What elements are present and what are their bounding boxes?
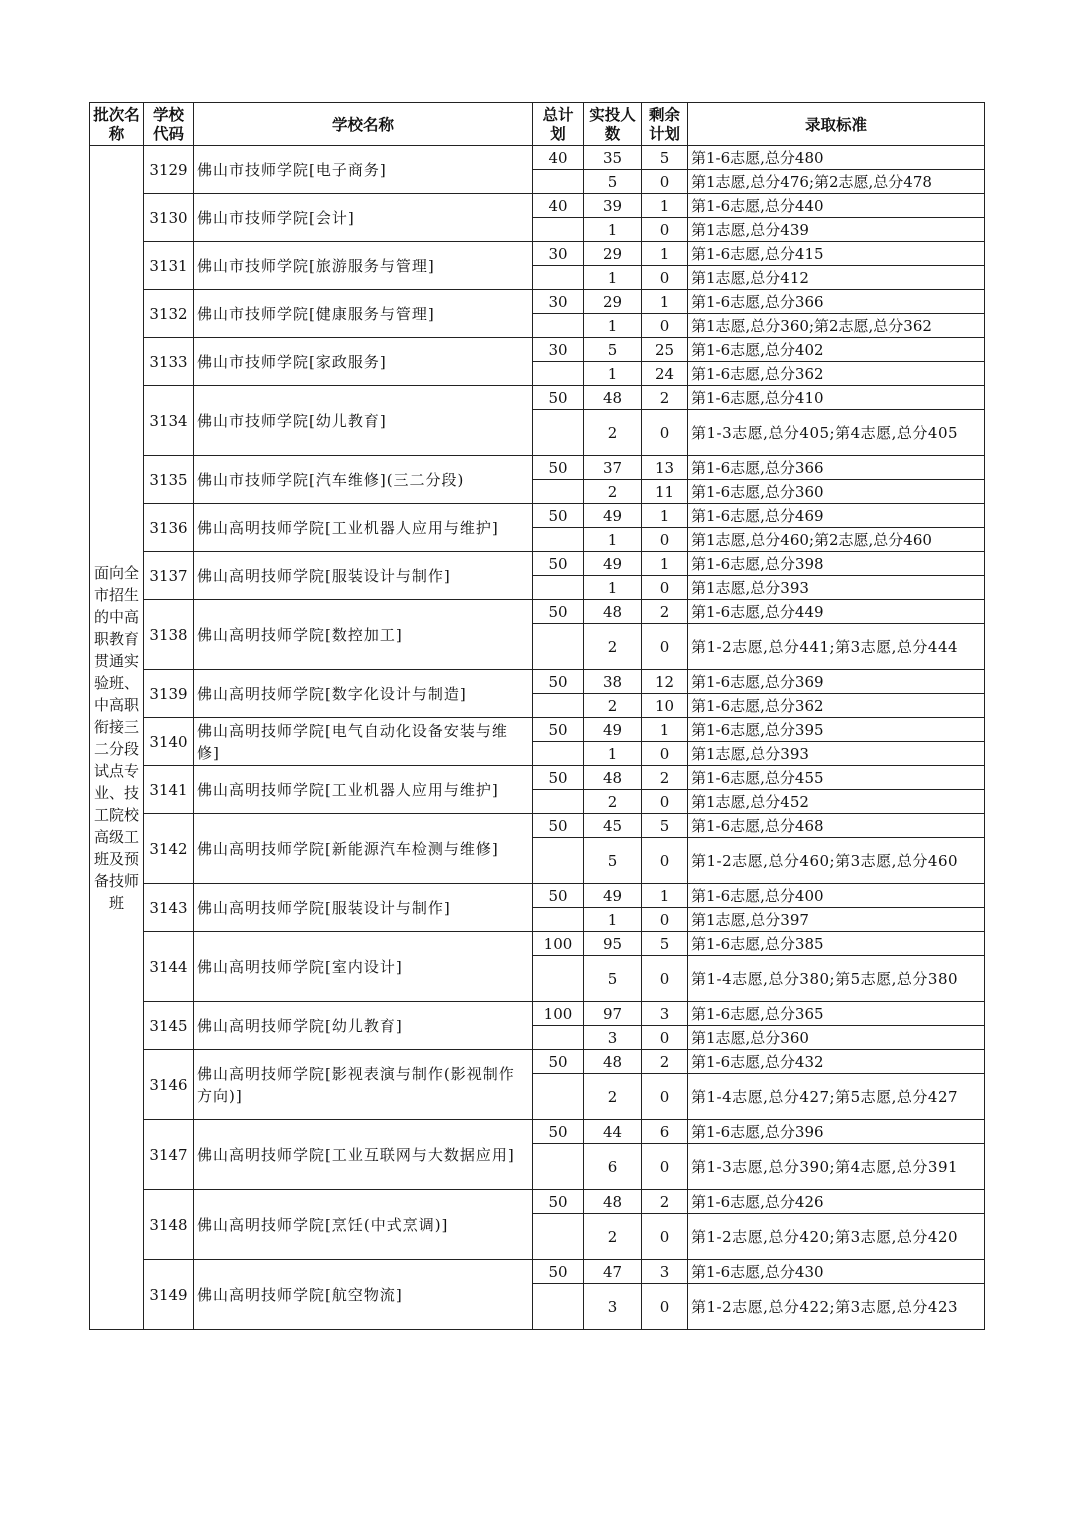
admission-standard: 第1志愿,总分452 xyxy=(688,790,985,814)
table-row xyxy=(90,884,985,908)
actual-count: 3 xyxy=(584,1284,642,1330)
school-code: 3132 xyxy=(144,290,194,338)
total-plan: 30 xyxy=(533,242,584,266)
admission-standard: 第1-6志愿,总分360 xyxy=(688,480,985,504)
total-plan: 50 xyxy=(533,386,584,410)
remaining-plan: 0 xyxy=(642,1214,688,1260)
school-code: 3136 xyxy=(144,504,194,552)
school-code: 3129 xyxy=(144,146,194,194)
admission-standard: 第1-3志愿,总分405;第4志愿,总分405 xyxy=(688,410,985,456)
actual-count: 35 xyxy=(584,146,642,170)
school-name: 佛山市技师学院[家政服务] xyxy=(194,338,533,386)
admission-standard: 第1-6志愿,总分430 xyxy=(688,1260,985,1284)
school-code: 3147 xyxy=(144,1120,194,1190)
total-plan: 50 xyxy=(533,456,584,480)
actual-count: 6 xyxy=(584,1144,642,1190)
actual-count: 2 xyxy=(584,480,642,504)
school-code: 3131 xyxy=(144,242,194,290)
actual-count: 1 xyxy=(584,218,642,242)
table-row xyxy=(90,456,985,480)
actual-count: 29 xyxy=(584,242,642,266)
table-row xyxy=(90,552,985,576)
total-plan xyxy=(533,1144,584,1190)
school-name: 佛山市技师学院[汽车维修](三二分段) xyxy=(194,456,533,504)
admission-standard: 第1-6志愿,总分449 xyxy=(688,600,985,624)
remaining-plan: 5 xyxy=(642,932,688,956)
school-code: 3141 xyxy=(144,766,194,814)
header-school: 学校名称 xyxy=(194,103,533,146)
table-row xyxy=(90,766,985,790)
school-code: 3130 xyxy=(144,194,194,242)
remaining-plan: 2 xyxy=(642,386,688,410)
actual-count: 38 xyxy=(584,670,642,694)
school-code: 3133 xyxy=(144,338,194,386)
admission-standard: 第1志愿,总分412 xyxy=(688,266,985,290)
admission-standard: 第1-6志愿,总分362 xyxy=(688,694,985,718)
admission-standard: 第1-6志愿,总分402 xyxy=(688,338,985,362)
remaining-plan: 3 xyxy=(642,1260,688,1284)
school-name: 佛山高明技师学院[新能源汽车检测与维修] xyxy=(194,814,533,884)
total-plan xyxy=(533,314,584,338)
remaining-plan: 2 xyxy=(642,766,688,790)
remaining-plan: 6 xyxy=(642,1120,688,1144)
actual-count: 1 xyxy=(584,362,642,386)
remaining-plan: 0 xyxy=(642,170,688,194)
total-plan: 50 xyxy=(533,884,584,908)
header-total: 总计划 xyxy=(533,103,584,146)
actual-count: 1 xyxy=(584,742,642,766)
total-plan: 50 xyxy=(533,1190,584,1214)
actual-count: 48 xyxy=(584,386,642,410)
school-code: 3146 xyxy=(144,1050,194,1120)
actual-count: 1 xyxy=(584,908,642,932)
total-plan: 50 xyxy=(533,670,584,694)
actual-count: 3 xyxy=(584,1026,642,1050)
actual-count: 45 xyxy=(584,814,642,838)
actual-count: 2 xyxy=(584,1074,642,1120)
admission-standard: 第1-6志愿,总分365 xyxy=(688,1002,985,1026)
admission-standard: 第1-6志愿,总分400 xyxy=(688,884,985,908)
actual-count: 49 xyxy=(584,884,642,908)
remaining-plan: 12 xyxy=(642,670,688,694)
actual-count: 49 xyxy=(584,504,642,528)
admission-standard: 第1-3志愿,总分390;第4志愿,总分391 xyxy=(688,1144,985,1190)
remaining-plan: 0 xyxy=(642,742,688,766)
remaining-plan: 0 xyxy=(642,624,688,670)
remaining-plan: 0 xyxy=(642,528,688,552)
admission-standard: 第1志愿,总分397 xyxy=(688,908,985,932)
remaining-plan: 0 xyxy=(642,1026,688,1050)
remaining-plan: 0 xyxy=(642,956,688,1002)
table-row xyxy=(90,814,985,838)
remaining-plan: 5 xyxy=(642,146,688,170)
school-code: 3149 xyxy=(144,1260,194,1330)
admission-standard: 第1-4志愿,总分380;第5志愿,总分380 xyxy=(688,956,985,1002)
admission-standard: 第1-6志愿,总分369 xyxy=(688,670,985,694)
total-plan xyxy=(533,908,584,932)
total-plan: 50 xyxy=(533,1260,584,1284)
school-name: 佛山高明技师学院[服装设计与制作] xyxy=(194,552,533,600)
remaining-plan: 5 xyxy=(642,814,688,838)
total-plan: 40 xyxy=(533,194,584,218)
remaining-plan: 11 xyxy=(642,480,688,504)
actual-count: 97 xyxy=(584,1002,642,1026)
admission-standard: 第1-2志愿,总分422;第3志愿,总分423 xyxy=(688,1284,985,1330)
school-name: 佛山市技师学院[幼儿教育] xyxy=(194,386,533,456)
school-code: 3137 xyxy=(144,552,194,600)
admission-standard: 第1-6志愿,总分398 xyxy=(688,552,985,576)
school-name: 佛山高明技师学院[室内设计] xyxy=(194,932,533,1002)
header-row xyxy=(90,103,985,146)
admission-standard: 第1-6志愿,总分396 xyxy=(688,1120,985,1144)
remaining-plan: 0 xyxy=(642,218,688,242)
total-plan xyxy=(533,694,584,718)
actual-count: 2 xyxy=(584,1214,642,1260)
admission-standard: 第1-2志愿,总分420;第3志愿,总分420 xyxy=(688,1214,985,1260)
remaining-plan: 1 xyxy=(642,884,688,908)
total-plan xyxy=(533,528,584,552)
actual-count: 5 xyxy=(584,838,642,884)
total-plan xyxy=(533,576,584,600)
table-row xyxy=(90,1002,985,1026)
admission-standard: 第1-6志愿,总分362 xyxy=(688,362,985,386)
admission-standard: 第1-4志愿,总分427;第5志愿,总分427 xyxy=(688,1074,985,1120)
table-row xyxy=(90,1190,985,1214)
actual-count: 29 xyxy=(584,290,642,314)
actual-count: 48 xyxy=(584,1190,642,1214)
total-plan xyxy=(533,956,584,1002)
school-code: 3142 xyxy=(144,814,194,884)
admission-standard: 第1-6志愿,总分366 xyxy=(688,290,985,314)
school-name: 佛山高明技师学院[数字化设计与制造] xyxy=(194,670,533,718)
admission-standard: 第1-6志愿,总分395 xyxy=(688,718,985,742)
total-plan xyxy=(533,1026,584,1050)
actual-count: 2 xyxy=(584,790,642,814)
admission-standard: 第1-6志愿,总分366 xyxy=(688,456,985,480)
total-plan: 50 xyxy=(533,766,584,790)
remaining-plan: 0 xyxy=(642,1284,688,1330)
remaining-plan: 0 xyxy=(642,908,688,932)
total-plan xyxy=(533,742,584,766)
school-name: 佛山市技师学院[健康服务与管理] xyxy=(194,290,533,338)
total-plan xyxy=(533,838,584,884)
total-plan xyxy=(533,170,584,194)
actual-count: 1 xyxy=(584,314,642,338)
remaining-plan: 1 xyxy=(642,552,688,576)
school-code: 3138 xyxy=(144,600,194,670)
table-row xyxy=(90,242,985,266)
remaining-plan: 0 xyxy=(642,790,688,814)
admission-standard: 第1-6志愿,总分440 xyxy=(688,194,985,218)
remaining-plan: 2 xyxy=(642,1190,688,1214)
table-row xyxy=(90,932,985,956)
actual-count: 48 xyxy=(584,766,642,790)
actual-count: 39 xyxy=(584,194,642,218)
table-row xyxy=(90,504,985,528)
table-row xyxy=(90,1050,985,1074)
total-plan: 50 xyxy=(533,1050,584,1074)
school-name: 佛山市技师学院[电子商务] xyxy=(194,146,533,194)
table-row xyxy=(90,718,985,742)
total-plan: 40 xyxy=(533,146,584,170)
admission-standard: 第1志愿,总分360;第2志愿,总分362 xyxy=(688,314,985,338)
total-plan xyxy=(533,362,584,386)
school-name: 佛山高明技师学院[电气自动化设备安装与维修] xyxy=(194,718,533,766)
admission-standard: 第1志愿,总分360 xyxy=(688,1026,985,1050)
admission-standard: 第1志愿,总分476;第2志愿,总分478 xyxy=(688,170,985,194)
remaining-plan: 1 xyxy=(642,194,688,218)
table-row xyxy=(90,194,985,218)
school-name: 佛山高明技师学院[工业机器人应用与维护] xyxy=(194,766,533,814)
total-plan xyxy=(533,1284,584,1330)
total-plan xyxy=(533,266,584,290)
admission-standard: 第1志愿,总分460;第2志愿,总分460 xyxy=(688,528,985,552)
actual-count: 49 xyxy=(584,718,642,742)
school-name: 佛山高明技师学院[服装设计与制作] xyxy=(194,884,533,932)
total-plan: 100 xyxy=(533,1002,584,1026)
admission-table xyxy=(89,102,985,1330)
header-remain: 剩余计划 xyxy=(642,103,688,146)
remaining-plan: 10 xyxy=(642,694,688,718)
actual-count: 1 xyxy=(584,528,642,552)
school-name: 佛山高明技师学院[幼儿教育] xyxy=(194,1002,533,1050)
total-plan: 50 xyxy=(533,814,584,838)
remaining-plan: 0 xyxy=(642,1144,688,1190)
actual-count: 44 xyxy=(584,1120,642,1144)
remaining-plan: 0 xyxy=(642,266,688,290)
actual-count: 5 xyxy=(584,170,642,194)
table-row xyxy=(90,1260,985,1284)
remaining-plan: 2 xyxy=(642,600,688,624)
school-code: 3145 xyxy=(144,1002,194,1050)
remaining-plan: 1 xyxy=(642,290,688,314)
total-plan: 30 xyxy=(533,290,584,314)
total-plan: 50 xyxy=(533,552,584,576)
remaining-plan: 3 xyxy=(642,1002,688,1026)
school-code: 3143 xyxy=(144,884,194,932)
total-plan xyxy=(533,1214,584,1260)
table-row xyxy=(90,290,985,314)
admission-standard: 第1-6志愿,总分455 xyxy=(688,766,985,790)
school-code: 3144 xyxy=(144,932,194,1002)
actual-count: 37 xyxy=(584,456,642,480)
total-plan: 50 xyxy=(533,504,584,528)
school-code: 3135 xyxy=(144,456,194,504)
admission-standard: 第1-6志愿,总分385 xyxy=(688,932,985,956)
school-name: 佛山高明技师学院[烹饪(中式烹调)] xyxy=(194,1190,533,1260)
header-actual: 实投人数 xyxy=(584,103,642,146)
school-code: 3148 xyxy=(144,1190,194,1260)
total-plan: 30 xyxy=(533,338,584,362)
admission-standard: 第1-2志愿,总分460;第3志愿,总分460 xyxy=(688,838,985,884)
admission-standard: 第1-6志愿,总分469 xyxy=(688,504,985,528)
admission-standard: 第1志愿,总分393 xyxy=(688,576,985,600)
actual-count: 5 xyxy=(584,956,642,1002)
actual-count: 49 xyxy=(584,552,642,576)
table-row xyxy=(90,1120,985,1144)
total-plan: 50 xyxy=(533,718,584,742)
actual-count: 1 xyxy=(584,266,642,290)
remaining-plan: 0 xyxy=(642,576,688,600)
admission-standard: 第1-6志愿,总分410 xyxy=(688,386,985,410)
school-name: 佛山高明技师学院[航空物流] xyxy=(194,1260,533,1330)
total-plan xyxy=(533,410,584,456)
actual-count: 5 xyxy=(584,338,642,362)
remaining-plan: 24 xyxy=(642,362,688,386)
remaining-plan: 0 xyxy=(642,410,688,456)
school-name: 佛山高明技师学院[工业机器人应用与维护] xyxy=(194,504,533,552)
total-plan xyxy=(533,218,584,242)
admission-standard: 第1-2志愿,总分441;第3志愿,总分444 xyxy=(688,624,985,670)
school-code: 3140 xyxy=(144,718,194,766)
admission-standard: 第1-6志愿,总分415 xyxy=(688,242,985,266)
table-row xyxy=(90,146,985,170)
actual-count: 2 xyxy=(584,624,642,670)
total-plan xyxy=(533,624,584,670)
actual-count: 48 xyxy=(584,1050,642,1074)
actual-count: 95 xyxy=(584,932,642,956)
actual-count: 2 xyxy=(584,694,642,718)
school-name: 佛山市技师学院[旅游服务与管理] xyxy=(194,242,533,290)
school-name: 佛山市技师学院[会计] xyxy=(194,194,533,242)
remaining-plan: 1 xyxy=(642,504,688,528)
actual-count: 2 xyxy=(584,410,642,456)
table-row xyxy=(90,338,985,362)
total-plan: 50 xyxy=(533,1120,584,1144)
actual-count: 1 xyxy=(584,576,642,600)
admission-standard: 第1-6志愿,总分426 xyxy=(688,1190,985,1214)
school-name: 佛山高明技师学院[影视表演与制作(影视制作方向)] xyxy=(194,1050,533,1120)
remaining-plan: 2 xyxy=(642,1050,688,1074)
school-name: 佛山高明技师学院[工业互联网与大数据应用] xyxy=(194,1120,533,1190)
total-plan: 50 xyxy=(533,600,584,624)
table-row xyxy=(90,600,985,624)
admission-standard: 第1-6志愿,总分468 xyxy=(688,814,985,838)
school-name: 佛山高明技师学院[数控加工] xyxy=(194,600,533,670)
school-code: 3139 xyxy=(144,670,194,718)
admission-standard: 第1-6志愿,总分480 xyxy=(688,146,985,170)
total-plan xyxy=(533,1074,584,1120)
total-plan: 100 xyxy=(533,932,584,956)
table-body xyxy=(90,146,985,1330)
total-plan xyxy=(533,790,584,814)
remaining-plan: 1 xyxy=(642,242,688,266)
actual-count: 47 xyxy=(584,1260,642,1284)
remaining-plan: 1 xyxy=(642,718,688,742)
admission-standard: 第1志愿,总分393 xyxy=(688,742,985,766)
table-row xyxy=(90,386,985,410)
school-code: 3134 xyxy=(144,386,194,456)
remaining-plan: 0 xyxy=(642,1074,688,1120)
actual-count: 48 xyxy=(584,600,642,624)
remaining-plan: 13 xyxy=(642,456,688,480)
total-plan xyxy=(533,480,584,504)
header-standard: 录取标准 xyxy=(688,103,985,146)
remaining-plan: 25 xyxy=(642,338,688,362)
header-batch: 批次名称 xyxy=(90,103,144,146)
admission-standard: 第1志愿,总分439 xyxy=(688,218,985,242)
batch-name-cell: 面向全市招生的中高职教育贯通实验班、中高职衔接三二分段试点专业、技工院校高级工班及预备技师班 xyxy=(90,146,144,1330)
admission-standard: 第1-6志愿,总分432 xyxy=(688,1050,985,1074)
table-row xyxy=(90,670,985,694)
remaining-plan: 0 xyxy=(642,314,688,338)
header-code: 学校代码 xyxy=(144,103,194,146)
remaining-plan: 0 xyxy=(642,838,688,884)
